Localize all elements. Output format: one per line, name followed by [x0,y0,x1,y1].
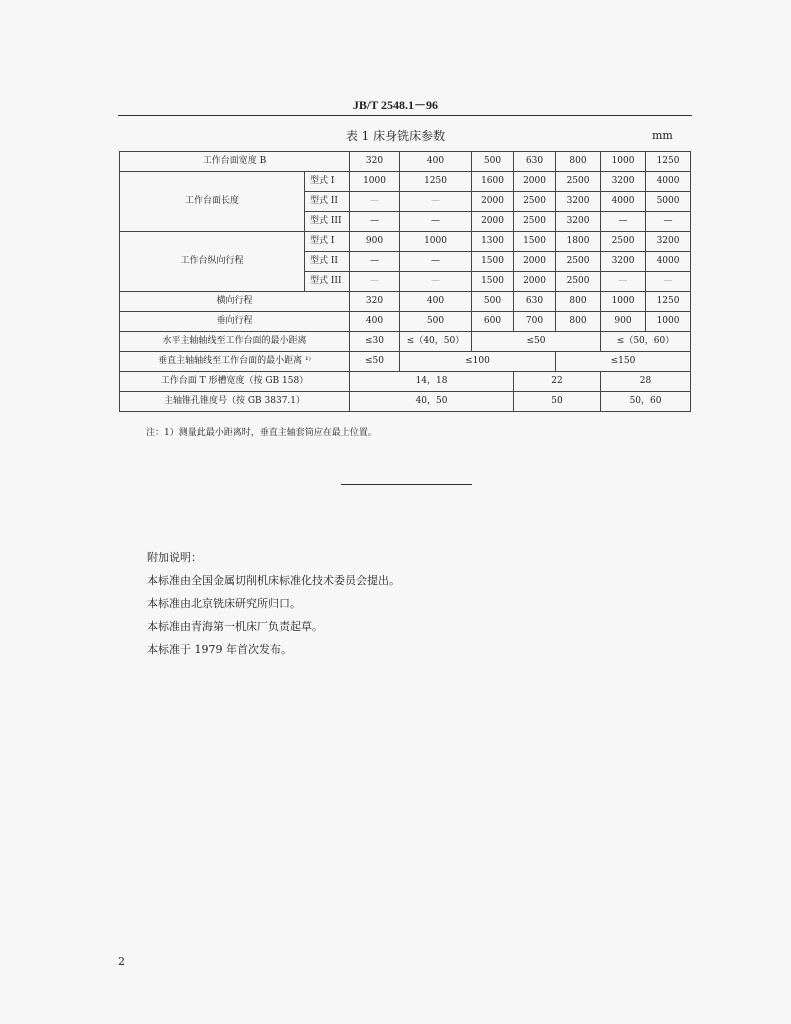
cell: 3200 [646,232,691,252]
type-label: 型式 II [305,192,350,212]
cell: 500 [472,292,514,312]
cell: 50，60 [601,392,691,412]
addendum-line: 本标准由青海第一机床厂负责起草。 [147,620,323,633]
row-label-length: 工作台面长度 [120,172,305,232]
addendum-line: 本标准由全国金属切削机床标准化技术委员会提出。 [147,574,400,587]
cell: 320 [350,152,400,172]
cell: 600 [472,312,514,332]
cell: 800 [556,312,601,332]
cell: — [601,272,646,292]
cell: 1000 [601,292,646,312]
cell: 630 [514,292,556,312]
table-row-vertical-min-distance [120,352,691,372]
cell: 3200 [601,172,646,192]
cell: 400 [350,312,400,332]
addendum-line: 本标准于 1979 年首次发布。 [147,643,292,656]
cell: — [400,272,472,292]
cell: 2000 [514,272,556,292]
table-row-spindle-taper [120,392,691,412]
cell: 400 [400,292,472,312]
cell: — [400,252,472,272]
table-row-width [120,152,691,172]
table-row-cross-travel [120,292,691,312]
table-footnote: 注：1）测量此最小距离时，垂直主轴套筒应在最上位置。 [146,428,377,438]
cell: 1250 [400,172,472,192]
cell: — [350,272,400,292]
additional-notes [147,551,400,666]
row-label-hmin: 水平主轴轴线至工作台面的最小距离 [120,332,350,352]
addendum-line: 本标准由北京铣床研究所归口。 [147,597,301,610]
cell: 4000 [601,192,646,212]
page-number: 2 [118,955,125,968]
table-row-tslot-width [120,372,691,392]
cell: 1000 [601,152,646,172]
cell: 800 [556,292,601,312]
type-label: 型式 I [305,172,350,192]
cell: 320 [350,292,400,312]
cell: 2500 [514,212,556,232]
header-rule [118,115,692,116]
addendum-title: 附加说明： [147,551,202,564]
cell: 1600 [472,172,514,192]
cell: — [350,212,400,232]
cell: ≤（40，50） [400,332,472,352]
cell: 1000 [646,312,691,332]
cell: 1500 [472,252,514,272]
cell: 1300 [472,232,514,252]
cell: — [646,272,691,292]
cell: 2500 [556,252,601,272]
cell: 900 [601,312,646,332]
cell: 800 [556,152,601,172]
cell: 1250 [646,152,691,172]
cell: ≤30 [350,332,400,352]
table-row-length-type1 [120,172,691,192]
cell: — [350,192,400,212]
cell: — [350,252,400,272]
cell: — [400,212,472,232]
cell: 5000 [646,192,691,212]
cell: 22 [514,372,601,392]
cell: 2500 [556,272,601,292]
cell: 700 [514,312,556,332]
row-label-travel: 工作台纵向行程 [120,232,305,292]
cell: — [601,212,646,232]
cell: 2500 [601,232,646,252]
standard-number-header: JB/T 2548.1－96 [352,98,439,112]
cell: ≤（50，60） [601,332,691,352]
unit-label: mm [652,129,673,142]
row-label-vmin: 垂直主轴轴线至工作台面的最小距离 ¹⁾ [120,352,350,372]
cell: 1000 [400,232,472,252]
cell: 630 [514,152,556,172]
cell: 2000 [472,192,514,212]
cell: 4000 [646,172,691,192]
row-label-tslot: 工作台面 T 形槽宽度（按 GB 158） [120,372,350,392]
row-label-taper: 主轴锥孔锥度号（按 GB 3837.1） [120,392,350,412]
cell: 1500 [472,272,514,292]
type-label: 型式 III [305,212,350,232]
cell: 2500 [556,172,601,192]
cell: 3200 [601,252,646,272]
cell: 4000 [646,252,691,272]
table-row-horizontal-min-distance [120,332,691,352]
cell: 400 [400,152,472,172]
cell: 500 [400,312,472,332]
row-label-width: 工作台面宽度 B [120,152,350,172]
cell: 1000 [350,172,400,192]
cell: 50 [514,392,601,412]
cell: 1500 [514,232,556,252]
cell: 2500 [514,192,556,212]
cell: 900 [350,232,400,252]
type-label: 型式 III [305,272,350,292]
cell: 40，50 [350,392,514,412]
cell: — [646,212,691,232]
type-label: 型式 I [305,232,350,252]
cell: 2000 [514,172,556,192]
cell: 3200 [556,212,601,232]
cell: 500 [472,152,514,172]
cell: 3200 [556,192,601,212]
table-caption: 表 1 床身铣床参数 [345,129,446,143]
row-label-cross: 横向行程 [120,292,350,312]
type-label: 型式 II [305,252,350,272]
cell: ≤50 [472,332,601,352]
cell: 28 [601,372,691,392]
end-rule [341,484,472,485]
cell: 2000 [514,252,556,272]
cell: 14，18 [350,372,514,392]
cell: ≤150 [556,352,691,372]
table-row-vertical-travel [120,312,691,332]
table-row-travel-type1 [120,232,691,252]
row-label-vertical: 垂向行程 [120,312,350,332]
cell: — [400,192,472,212]
cell: 1800 [556,232,601,252]
cell: ≤50 [350,352,400,372]
cell: 1250 [646,292,691,312]
cell: 2000 [472,212,514,232]
cell: ≤100 [400,352,556,372]
milling-machine-parameters-table [119,151,691,412]
